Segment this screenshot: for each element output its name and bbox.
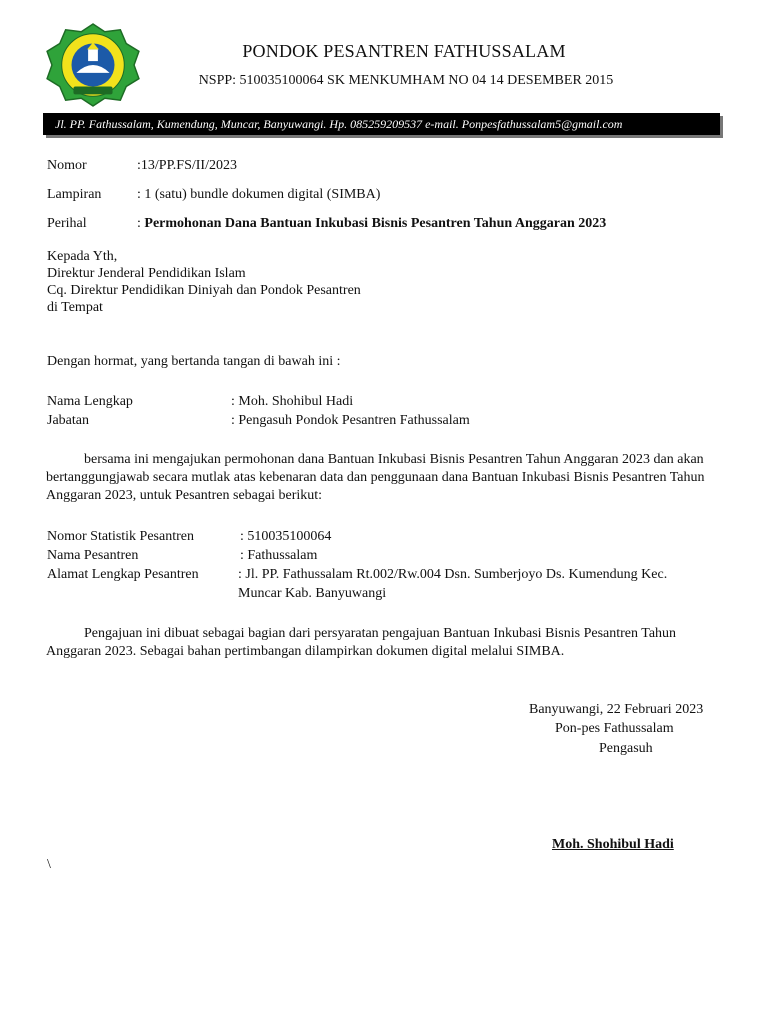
- org-name: PONDOK PESANTREN FATHUSSALAM: [242, 41, 566, 61]
- body-paragraph: bersama ini mengajukan permohonan dana Bantuan Inkubasi Bisnis Pesantren Tahun Anggaran 2023 dan akan bertanggungjawab secara mutlak atas kebenaran data dan penggunaan dana Bantuan Inkubasi Bisnis Pesantren Tahun Anggaran 2023, untuk Pesantren sebagai berikut:: [46, 452, 705, 503]
- signer-name-value: : Moh. Shohibul Hadi: [231, 394, 354, 409]
- signer-position-label: Jabatan: [47, 413, 89, 428]
- signature-name: Moh. Shohibul Hadi: [552, 837, 674, 852]
- pesantren-logo-icon: [44, 22, 142, 108]
- pesantren-address-line1: : Jl. PP. Fathussalam Rt.002/Rw.004 Dsn. Sumberjoyo Ds. Kumendung Kec.: [238, 567, 668, 582]
- lampiran-value: : 1 (satu) bundle dokumen digital (SIMBA): [137, 187, 381, 202]
- pesantren-address-label: Alamat Lengkap Pesantren: [47, 567, 199, 582]
- pesantren-name-label: Nama Pesantren: [47, 548, 139, 563]
- nsp-value: : 510035100064: [240, 529, 332, 544]
- nomor-value: :13/PP.FS/II/2023: [137, 158, 237, 173]
- perihal-colon: :: [137, 216, 145, 231]
- recipient-line: di Tempat: [47, 300, 103, 315]
- signer-position-value: : Pengasuh Pondok Pesantren Fathussalam: [231, 413, 470, 428]
- recipient-line: Cq. Direktur Pendidikan Diniyah dan Pondok Pesantren: [47, 283, 361, 298]
- nsp-label: Nomor Statistik Pesantren: [47, 529, 194, 544]
- signature-place-date: Banyuwangi, 22 Februari 2023: [529, 702, 704, 717]
- signature-role: Pengasuh: [599, 741, 653, 756]
- org-address: Jl. PP. Fathussalam, Kumendung, Muncar, Banyuwangi. Hp. 085259209537 e-mail. Ponpesfathussalam5@gmail.com: [55, 117, 623, 131]
- perihal-value: Permohonan Dana Bantuan Inkubasi Bisnis Pesantren Tahun Anggaran 2023: [144, 216, 607, 231]
- recipient-line: Kepada Yth,: [47, 249, 118, 264]
- trailing-mark: \: [47, 857, 51, 872]
- pesantren-address-line2: Muncar Kab. Banyuwangi: [238, 586, 387, 601]
- nomor-label: Nomor: [47, 158, 87, 173]
- lampiran-label: Lampiran: [47, 187, 102, 202]
- signer-name-label: Nama Lengkap: [47, 394, 133, 409]
- recipient-line: Direktur Jenderal Pendidikan Islam: [47, 266, 246, 281]
- address-bar: [43, 113, 720, 135]
- greeting: Dengan hormat, yang bertanda tangan di bawah ini :: [47, 354, 341, 369]
- perihal-label: Perihal: [47, 216, 87, 231]
- pesantren-name-value: : Fathussalam: [240, 548, 318, 563]
- closing-paragraph: Pengajuan ini dibuat sebagai bagian dari persyaratan pengajuan Bantuan Inkubasi Bisnis Pesantren Tahun Anggaran 2023. Sebagai bahan pertimbangan dilampirkan dokumen digital melalui SIMBA.: [46, 626, 677, 659]
- perihal-row: [137, 215, 606, 233]
- org-registration: NSPP: 510035100064 SK MENKUMHAM NO 04 14 DESEMBER 2015: [198, 73, 614, 88]
- signature-institution: Pon-pes Fathussalam: [555, 721, 674, 736]
